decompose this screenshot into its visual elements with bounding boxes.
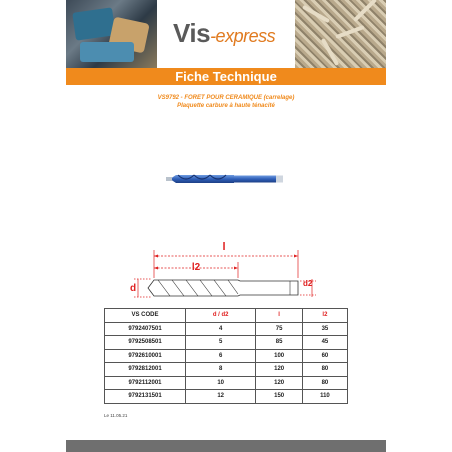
cell-diameter: 4 (186, 322, 256, 336)
cell-code: 9792508501 (105, 336, 186, 350)
logo-main: Vis (173, 18, 211, 48)
cell-length: 85 (256, 336, 303, 350)
cell-length: 100 (256, 349, 303, 363)
diameter-label: d (130, 283, 137, 294)
cell-flute: 60 (302, 349, 347, 363)
cell-length: 120 (256, 363, 303, 377)
cell-code: 9792610001 (105, 349, 186, 363)
cell-length: 120 (256, 376, 303, 390)
cell-code: 9792112001 (105, 376, 186, 390)
product-subtitle: Plaquette carbure à haute ténacité (177, 103, 275, 109)
cell-code: 9792131501 (105, 390, 186, 404)
table-header-row (105, 309, 348, 323)
cell-flute: 35 (302, 322, 347, 336)
table-row (105, 336, 348, 350)
tools-photo (66, 0, 157, 68)
flute-length-label: l2 (191, 262, 201, 273)
length-label: l (222, 241, 226, 253)
table-row (105, 376, 348, 390)
footer-bar (66, 440, 386, 452)
logo (157, 0, 295, 68)
cell-flute: 110 (302, 390, 347, 404)
table-row (105, 322, 348, 336)
cell-length: 150 (256, 390, 303, 404)
col-diameter: d / d2 (186, 309, 256, 323)
header (66, 0, 386, 68)
spec-table (104, 308, 348, 404)
drill-image (164, 168, 288, 190)
date-note: Le 11.05.21 (104, 413, 128, 418)
cell-flute: 80 (302, 376, 347, 390)
cell-length: 75 (256, 322, 303, 336)
table-row (105, 349, 348, 363)
col-flute-length: l2 (302, 309, 347, 323)
cell-code: 9792407501 (105, 322, 186, 336)
logo-suffix: -express (210, 26, 276, 46)
cell-diameter: 12 (186, 390, 256, 404)
shank-diameter-label: d2 (303, 279, 313, 288)
cell-diameter: 5 (186, 336, 256, 350)
banner-title: Fiche Technique (66, 68, 386, 85)
dimension-drawing (130, 238, 320, 304)
table-row (105, 390, 348, 404)
cell-flute: 45 (302, 336, 347, 350)
screws-photo (295, 0, 386, 68)
cell-flute: 80 (302, 363, 347, 377)
col-vs-code: VS CODE (105, 309, 186, 323)
cell-diameter: 10 (186, 376, 256, 390)
cell-diameter: 8 (186, 363, 256, 377)
cell-code: 9792812001 (105, 363, 186, 377)
product-title: VS9792 - FORET POUR CERAMIQUE (carrelage) (157, 95, 295, 101)
table-row (105, 363, 348, 377)
cell-diameter: 6 (186, 349, 256, 363)
col-length: l (256, 309, 303, 323)
